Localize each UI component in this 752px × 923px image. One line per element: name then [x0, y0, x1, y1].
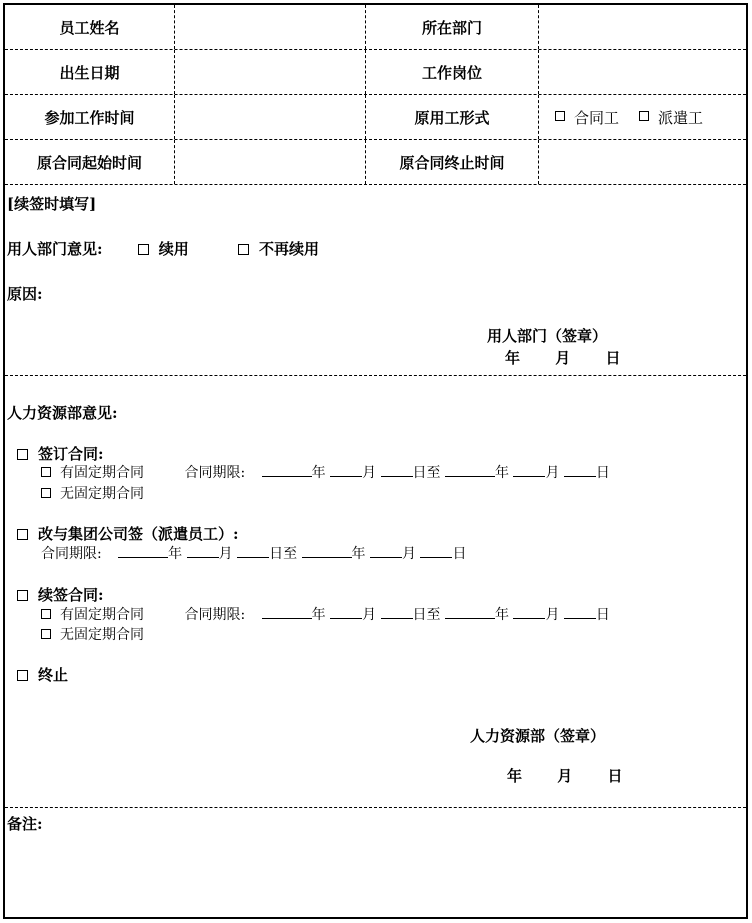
post-field[interactable] — [539, 50, 746, 94]
dept-field[interactable] — [539, 5, 746, 49]
renew-end-day-field[interactable] — [564, 604, 596, 619]
group-end-month-field[interactable] — [370, 543, 402, 558]
sign-fixed-term-line — [41, 462, 610, 482]
dispatch-worker-checkbox[interactable] — [639, 111, 649, 121]
group-end-year-unit: 年 — [351, 546, 366, 562]
terminate-checkbox[interactable] — [17, 670, 28, 681]
group-end-year-field[interactable] — [302, 543, 352, 558]
contract-end-field[interactable] — [539, 140, 746, 184]
birth-field[interactable] — [175, 50, 366, 94]
sign-end-year-unit: 年 — [494, 465, 509, 481]
renew-open-term-checkbox[interactable] — [41, 629, 51, 639]
renew-contract-checkbox[interactable] — [17, 590, 28, 601]
emp-form-label: 原用工形式 — [366, 95, 539, 139]
renew-end-month-unit: 月 — [545, 607, 560, 623]
group-sign-line — [17, 523, 239, 544]
renew-open-term-label: 无固定期合同 — [60, 627, 144, 643]
name-field[interactable] — [175, 5, 366, 49]
group-end-day-unit: 日 — [452, 546, 467, 562]
remarks-label: 备注: — [7, 815, 43, 833]
divider-hr — [5, 375, 746, 376]
hr-sign-date — [507, 765, 623, 786]
work-start-label: 参加工作时间 — [5, 95, 175, 139]
sign-start-day-unit: 日 — [412, 465, 427, 481]
sign-fixed-term-label: 有固定期合同 — [60, 465, 144, 481]
sign-fixed-term-checkbox[interactable] — [41, 467, 51, 477]
emp-form-options — [539, 95, 746, 139]
contract-end-label: 原合同终止时间 — [366, 140, 539, 184]
sign-end-month-field[interactable] — [513, 462, 545, 477]
sign-term-label: 合同期限: — [184, 465, 246, 481]
dept-sign-label: 用人部门（签章） — [487, 327, 608, 345]
sign-start-month-unit: 月 — [362, 465, 377, 481]
sign-open-term-label: 无固定期合同 — [60, 486, 144, 502]
sign-contract-label: 签订合同: — [38, 445, 104, 463]
renew-open-term-line — [41, 624, 144, 644]
group-term-label: 合同期限: — [41, 546, 102, 562]
hr-opinion-label: 人力资源部意见: — [7, 404, 118, 422]
continue-checkbox[interactable] — [138, 244, 149, 255]
group-sign-label: 改与集团公司签（派遣员工）: — [38, 525, 239, 543]
row-contract-dates — [5, 140, 746, 185]
divider-remarks — [5, 807, 746, 808]
group-start-year-field[interactable] — [118, 543, 168, 558]
sign-end-day-field[interactable] — [564, 462, 596, 477]
work-start-field[interactable] — [175, 95, 366, 139]
renew-start-day-unit: 日 — [412, 607, 427, 623]
hr-date-month: 月 — [557, 767, 573, 785]
sign-open-term-checkbox[interactable] — [41, 488, 51, 498]
sign-end-month-unit: 月 — [545, 465, 560, 481]
group-term-line — [41, 543, 466, 563]
dept-label: 所在部门 — [366, 5, 539, 49]
group-end-day-field[interactable] — [420, 543, 452, 558]
contract-start-label: 原合同起始时间 — [5, 140, 175, 184]
terminate-line — [17, 664, 68, 685]
renew-start-day-field[interactable] — [381, 604, 413, 619]
dept-sign-date — [505, 347, 621, 368]
group-start-year-unit: 年 — [168, 546, 183, 562]
hr-sign-label: 人力资源部（签章） — [470, 727, 606, 745]
row-work-start-emp-form — [5, 95, 746, 140]
renew-contract-line — [17, 584, 104, 605]
renew-fixed-term-line — [41, 604, 610, 624]
discontinue-label: 不再续用 — [259, 240, 320, 258]
name-label: 员工姓名 — [5, 5, 175, 49]
renew-start-month-field[interactable] — [330, 604, 362, 619]
contract-worker-checkbox[interactable] — [555, 111, 565, 121]
sign-end-year-field[interactable] — [445, 462, 495, 477]
reason-label: 原因: — [7, 285, 43, 303]
sign-to: 至 — [426, 465, 441, 481]
renew-end-month-field[interactable] — [513, 604, 545, 619]
dept-opinion-line — [7, 238, 319, 259]
group-start-month-unit: 月 — [218, 546, 233, 562]
renew-start-year-unit: 年 — [311, 607, 326, 623]
renew-end-day-unit: 日 — [595, 607, 610, 623]
renew-end-year-field[interactable] — [445, 604, 495, 619]
renew-end-year-unit: 年 — [494, 607, 509, 623]
renew-header: [续签时填写] — [7, 195, 97, 213]
row-birth-post — [5, 50, 746, 95]
group-sign-checkbox[interactable] — [17, 529, 28, 540]
birth-label: 出生日期 — [5, 50, 175, 94]
sign-start-month-field[interactable] — [330, 462, 362, 477]
renew-fixed-term-checkbox[interactable] — [41, 609, 51, 619]
dept-date-year: 年 — [505, 349, 521, 367]
dept-date-month: 月 — [555, 349, 571, 367]
renew-start-year-field[interactable] — [262, 604, 312, 619]
sign-start-year-field[interactable] — [262, 462, 312, 477]
renew-start-month-unit: 月 — [362, 607, 377, 623]
sign-contract-checkbox[interactable] — [17, 449, 28, 460]
sign-end-day-unit: 日 — [595, 465, 610, 481]
sign-start-year-unit: 年 — [311, 465, 326, 481]
sign-open-term-line — [41, 483, 144, 503]
post-label: 工作岗位 — [366, 50, 539, 94]
dept-opinion-label: 用人部门意见: — [7, 240, 103, 258]
terminate-label: 终止 — [38, 666, 69, 684]
group-start-day-unit: 日 — [269, 546, 284, 562]
continue-label: 续用 — [158, 240, 189, 258]
row-name-dept — [5, 5, 746, 50]
discontinue-checkbox[interactable] — [238, 244, 249, 255]
dispatch-worker-label: 派遣工 — [658, 108, 704, 127]
sign-contract-line — [17, 443, 104, 464]
hr-date-day: 日 — [607, 767, 623, 785]
renew-contract-label: 续签合同: — [38, 586, 104, 604]
contract-worker-label: 合同工 — [574, 108, 620, 127]
contract-renewal-form — [3, 3, 748, 919]
group-to: 至 — [283, 546, 298, 562]
renew-fixed-term-label: 有固定期合同 — [60, 607, 144, 623]
dept-date-day: 日 — [605, 349, 621, 367]
group-end-month-unit: 月 — [401, 546, 416, 562]
contract-start-field[interactable] — [175, 140, 366, 184]
renew-term-label: 合同期限: — [184, 607, 246, 623]
hr-date-year: 年 — [507, 767, 523, 785]
sign-start-day-field[interactable] — [381, 462, 413, 477]
group-start-month-field[interactable] — [187, 543, 219, 558]
group-start-day-field[interactable] — [237, 543, 269, 558]
renew-to: 至 — [426, 607, 441, 623]
